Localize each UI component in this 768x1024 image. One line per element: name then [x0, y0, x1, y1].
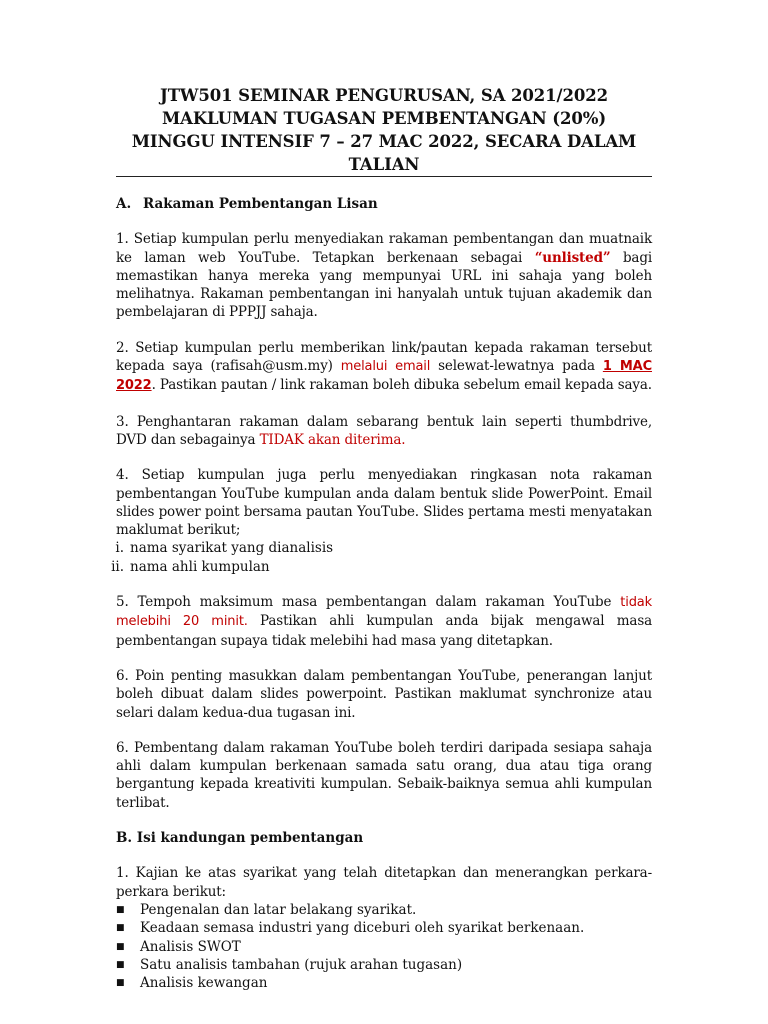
- paragraph-a1: [116, 230, 652, 321]
- bullet-text: Pengenalan dan latar belakang syarikat.: [140, 901, 417, 918]
- paragraph-a1-text-2: bagi memastikan hanya mereka yang mempunyai URL ini sahaja yang boleh melihatnya. Rakaman pembentangan ini hanyalah untuk tujuan akademik dan pembelajaran di PPPJJ sahaja.: [116, 249, 652, 321]
- bullet-text: Analisis kewangan: [140, 975, 268, 992]
- section-a-letter: A.: [116, 196, 132, 212]
- bullet-item: [116, 919, 652, 937]
- paragraph-a2-text: 2. Setiap kumpulan perlu memberikan link/pautan kepada rakaman tersebut kepada saya (rafisah@usm.my): [116, 339, 652, 375]
- email-highlight: melalui email: [340, 359, 431, 375]
- paragraph-b1: 1. Kajian ke atas syarikat yang telah ditetapkan dan menerangkan perkara-perkara berikut:: [116, 865, 652, 900]
- unlisted-highlight: “unlisted”: [534, 249, 611, 266]
- bullet-item: [116, 938, 652, 956]
- list-item-text: nama ahli kumpulan: [130, 558, 270, 575]
- document-title: [116, 84, 652, 177]
- list-item-number: i.: [115, 540, 124, 557]
- title-line-2: MAKLUMAN TUGASAN PEMBENTANGAN (20%): [161, 109, 607, 128]
- paragraph-a2-text-2: selewat-lewatnya pada: [430, 358, 603, 375]
- bullet-text: Keadaan semasa industri yang diceburi oleh syarikat berkenaan.: [140, 920, 585, 937]
- list-item: [111, 558, 652, 576]
- document-page: [111, 84, 652, 992]
- paragraph-a3: [116, 413, 652, 450]
- paragraph-a2-text-3: . Pastikan pautan / link rakaman boleh dibuka sebelum email kepada saya.: [151, 377, 652, 394]
- deadline-highlight: 1 MAC 2022: [116, 359, 652, 394]
- bullet-item: [116, 974, 652, 992]
- bullet-item: [116, 901, 652, 919]
- not-accepted-highlight: TIDAK akan diterima.: [259, 431, 406, 448]
- bullet-icon: ■: [116, 978, 125, 989]
- bullet-icon: ■: [116, 923, 125, 934]
- bullet-text: Analisis SWOT: [140, 938, 241, 955]
- title-line-3: MINGGU INTENSIF 7 – 27 MAC 2022, SECARA DALAM TALIAN: [116, 130, 652, 177]
- paragraph-a5-text: 5. Tempoh maksimum masa pembentangan dalam rakaman YouTube: [116, 594, 621, 611]
- list-item-text: nama syarikat yang dianalisis: [130, 540, 334, 557]
- paragraph-a7: 6. Pembentang dalam rakaman YouTube boleh terdiri daripada sesiapa sahaja ahli dalam kumpulan berkenaan samada satu orang, dua atau tiga orang bergantung kepada kreativiti kumpulan. Sebaik-baiknya semua ahli kumpulan terlibat.: [116, 739, 652, 811]
- section-a-heading: [116, 195, 652, 213]
- title-line-1: JTW501 SEMINAR PENGURUSAN, SA 2021/2022: [160, 86, 608, 105]
- bullet-text: Satu analisis tambahan (rujuk arahan tugasan): [140, 956, 463, 973]
- time-limit-highlight: tidak melebihi 20 minit.: [116, 595, 652, 630]
- bullet-icon: ■: [116, 959, 125, 970]
- paragraph-a5: [116, 593, 652, 650]
- section-b-heading: B. Isi kandungan pembentangan: [116, 830, 364, 847]
- paragraph-a3-text: 3. Penghantaran rakaman dalam sebarang bentuk lain seperti thumbdrive, DVD dan sebagainya: [116, 413, 652, 448]
- list-item-number: ii.: [111, 558, 124, 575]
- paragraph-a6: 6. Poin penting masukkan dalam pembentangan YouTube, penerangan lanjut boleh dibuat dalam slides powerpoint. Pastikan maklumat synchronize atau selari dalam kedua-dua tugasan ini.: [116, 667, 652, 721]
- bullet-icon: ■: [116, 904, 125, 915]
- bullet-item: [116, 956, 652, 974]
- paragraph-a2: [116, 339, 652, 396]
- bullet-list: [116, 901, 652, 992]
- bullet-icon: ■: [116, 941, 125, 952]
- paragraph-a4: 4. Setiap kumpulan juga perlu menyediakan ringkasan nota rakaman pembentangan YouTube kumpulan anda dalam bentuk slide PowerPoint. Email slides power point bersama pautan YouTube. Slides pertama mesti menyatakan maklumat berikut;: [116, 467, 652, 539]
- paragraph-a1-text: 1. Setiap kumpulan perlu menyediakan rakaman pembentangan dan muatnaik ke laman web YouTube. Tetapkan berkenaan sebagai: [116, 231, 652, 266]
- list-item: [116, 539, 652, 557]
- section-a-title: Rakaman Pembentangan Lisan: [143, 196, 378, 212]
- paragraph-a5-text-2: Pastikan ahli kumpulan anda bijak mengawal masa pembentangan supaya tidak melebihi had masa yang ditetapkan.: [116, 613, 652, 649]
